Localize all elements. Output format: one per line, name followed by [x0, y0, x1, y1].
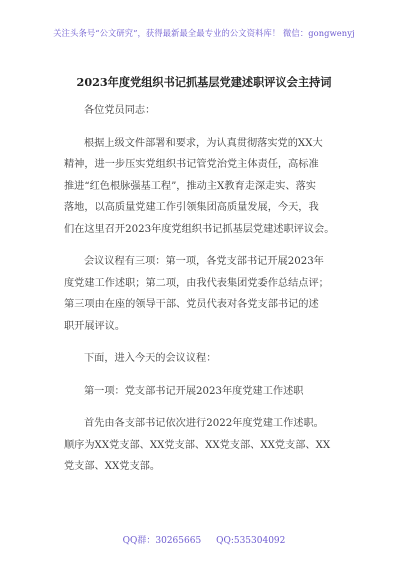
paragraph-3 — [64, 348, 350, 370]
paragraph-2 — [64, 251, 350, 337]
paragraph-5 — [64, 413, 350, 478]
header-banner: 关注头条号“公文研究”，获得最新最全最专业的公文资料库！ 微信：gongwenyj — [53, 28, 355, 38]
paragraph-line: 们在这里召开2023年度党组织书记抓基层党建述职评议会。 — [64, 223, 335, 235]
paragraph-line: 推进“红色根脉强基工程”，推动主X教育走深走实、落实 — [64, 180, 316, 192]
paragraph-line: 落地，以高质量党建工作引领集团高质量发展，今天，我 — [64, 202, 319, 213]
paragraph-line: 党支部、XX党支部。 — [64, 461, 161, 472]
footer-qq: QQ:535304092 — [216, 536, 286, 546]
footer-contact — [0, 533, 408, 546]
paragraph-line: 首先由各支部书记依次进行2022年度党建工作述职。 — [84, 418, 324, 429]
greeting: 各位党员同志： — [84, 105, 156, 116]
paragraph-line: 下面，进入今天的会议议程： — [84, 353, 217, 364]
paragraph-line: 精神，进一步压实党组织书记管党治党主体责任，高标准 — [64, 159, 319, 170]
paragraph-line: 根据上级文件部署和要求，为认真贯彻落实党的XX大 — [84, 137, 323, 149]
document-title: 2023年度党组织书记抓基层党建述职评议会主持词 — [76, 75, 332, 89]
paragraph-line: 第三项由在座的领导干部、党员代表对各党支部书记的述 — [64, 299, 319, 310]
paragraph-line: 会议议程有三项：第一项，各党支部书记开展2023年 — [84, 256, 324, 267]
paragraph-1 — [64, 133, 350, 241]
paragraph-4 — [64, 381, 350, 403]
paragraph-line: 职开展评议。 — [64, 320, 126, 332]
document-body — [64, 100, 350, 478]
paragraph-line: 度党建工作述职；第二项，由我代表集团党委作总结点评； — [64, 277, 329, 289]
paragraph-line: 顺序为XX党支部、XX党支部、XX党支部、XX党支部、XX — [64, 439, 331, 451]
paragraph-line: 第一项：党支部书记开展2023年度党建工作述职 — [84, 385, 304, 397]
footer-qq-group: QQ群：30265665 — [122, 536, 202, 546]
